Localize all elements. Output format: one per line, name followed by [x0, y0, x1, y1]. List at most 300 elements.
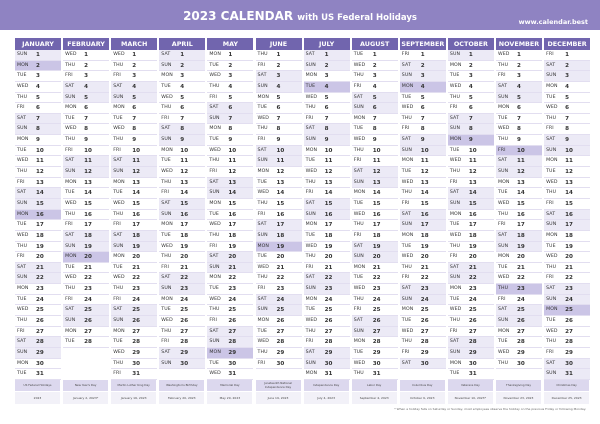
day-number: 24	[132, 296, 140, 303]
day-number: 20	[276, 254, 285, 261]
weekday-label: FRI	[401, 349, 410, 355]
weekday-label: WED	[546, 328, 558, 334]
day-number: 23	[372, 286, 381, 293]
day-number: 14	[84, 190, 92, 197]
day-number: 28	[517, 339, 525, 346]
day-cell	[111, 82, 157, 93]
weekday-label: THU	[305, 179, 316, 185]
weekday-label: SUN	[546, 296, 557, 302]
day-cell	[496, 359, 542, 370]
day-number: 4	[324, 83, 329, 90]
day-number: 9	[228, 137, 233, 144]
day-number: 4	[372, 83, 377, 90]
day-cell	[159, 167, 205, 178]
weekday-label: FRI	[401, 52, 410, 57]
day-number: 21	[276, 264, 285, 271]
day-number: 6	[565, 105, 569, 112]
day-number: 3	[132, 73, 137, 80]
weekday-label: SAT	[449, 115, 459, 121]
month-september	[400, 38, 446, 369]
day-number: 12	[180, 169, 189, 176]
weekday-label: THU	[305, 105, 316, 111]
day-cell	[544, 295, 590, 306]
day-number: 21	[84, 264, 92, 271]
weekday-label: MON	[401, 83, 414, 89]
day-number: 30	[565, 360, 573, 367]
day-cell	[256, 295, 302, 306]
day-number: 11	[372, 158, 381, 165]
day-cell	[352, 114, 398, 125]
weekday-label: WED	[17, 232, 29, 238]
day-number: 23	[84, 286, 92, 293]
day-number: 19	[565, 243, 573, 250]
holiday-name: Memorial Day	[207, 380, 252, 391]
day-cell	[448, 71, 494, 82]
weekday-label: TUE	[305, 307, 316, 313]
weekday-label: MON	[65, 254, 77, 260]
day-cell	[448, 327, 494, 338]
day-cell	[207, 114, 253, 125]
day-number: 18	[276, 232, 285, 239]
day-cell	[304, 348, 350, 359]
day-number: 1	[565, 52, 569, 58]
website-link[interactable]: www.calendar.best	[518, 18, 588, 26]
weekday-label: MON	[17, 286, 29, 292]
day-cell	[111, 124, 157, 135]
weekday-label: SAT	[257, 73, 267, 79]
day-number: 13	[468, 179, 477, 186]
weekday-label: THU	[113, 62, 124, 68]
weekday-label: SUN	[113, 243, 124, 249]
weekday-label: THU	[449, 169, 461, 175]
weekday-label: SAT	[305, 52, 315, 57]
day-cell	[111, 103, 157, 114]
day-number: 25	[468, 307, 477, 314]
day-cell	[15, 103, 61, 114]
day-cell	[496, 135, 542, 146]
weekday-label: MON	[209, 200, 221, 206]
day-cell	[448, 135, 494, 146]
weekday-label: TUE	[401, 243, 412, 249]
holiday-table	[15, 380, 586, 404]
weekday-label: MON	[498, 105, 510, 111]
day-cell	[544, 146, 590, 157]
weekday-label: WED	[449, 232, 462, 238]
weekday-label: TUE	[161, 307, 171, 313]
day-cell	[207, 61, 253, 72]
weekday-label: TUE	[353, 52, 364, 57]
day-number: 3	[228, 73, 233, 80]
holiday-name: Juneteenth National Independence Day	[256, 380, 301, 391]
holiday-name: Martin Luther King Day	[111, 380, 156, 391]
day-cell	[256, 103, 302, 114]
weekday-label: SAT	[353, 169, 363, 175]
weekday-label: SUN	[449, 275, 461, 281]
weekday-label: FRI	[498, 147, 506, 153]
holiday-name: Labor Day	[352, 380, 397, 391]
weekday-label: SAT	[65, 232, 75, 238]
weekday-label: THU	[546, 190, 557, 196]
day-number: 11	[517, 158, 525, 165]
day-cell	[111, 263, 157, 274]
weekday-label: SAT	[353, 243, 363, 249]
day-cell	[544, 252, 590, 263]
day-number: 13	[36, 179, 44, 186]
day-cell	[304, 71, 350, 82]
day-cell	[15, 252, 61, 263]
day-cell	[496, 242, 542, 253]
day-cell	[544, 124, 590, 135]
weekday-label: FRI	[353, 232, 362, 238]
day-cell	[304, 50, 350, 61]
day-cell	[256, 231, 302, 242]
day-cell	[111, 156, 157, 167]
day-number: 22	[276, 275, 285, 282]
day-cell	[15, 305, 61, 316]
weekday-label: THU	[209, 307, 220, 313]
weekday-label: SUN	[113, 169, 124, 175]
day-cell	[352, 61, 398, 72]
day-cell	[544, 61, 590, 72]
weekday-label: TUE	[161, 83, 171, 89]
day-number: 27	[276, 328, 285, 335]
day-cell	[63, 327, 109, 338]
day-cell	[352, 348, 398, 359]
weekday-label: FRI	[546, 275, 554, 281]
day-number: 6	[324, 105, 329, 112]
day-number: 21	[565, 264, 573, 271]
day-cell	[544, 348, 590, 359]
day-cell	[15, 337, 61, 348]
day-cell	[496, 327, 542, 338]
weekday-label: WED	[209, 147, 221, 153]
day-number: 4	[132, 83, 137, 90]
weekday-label: SUN	[161, 360, 172, 366]
day-cell	[159, 93, 205, 104]
weekday-label: THU	[353, 147, 364, 153]
day-cell	[400, 242, 446, 253]
weekday-label: SUN	[161, 286, 172, 292]
day-number: 15	[420, 200, 429, 207]
weekday-label: SAT	[65, 158, 75, 164]
weekday-label: FRI	[113, 147, 121, 153]
weekday-label: THU	[161, 328, 172, 334]
weekday-label: FRI	[546, 126, 554, 132]
day-cell	[496, 220, 542, 231]
day-cell	[400, 284, 446, 295]
weekday-label: MON	[17, 211, 29, 217]
day-number: 25	[228, 307, 237, 314]
day-cell	[544, 93, 590, 104]
weekday-label: WED	[498, 126, 510, 132]
day-number: 27	[468, 328, 477, 335]
day-cell	[63, 71, 109, 82]
day-number: 24	[84, 296, 92, 303]
day-cell	[207, 284, 253, 295]
day-number: 2	[180, 62, 185, 69]
day-cell	[207, 327, 253, 338]
holiday-item	[544, 380, 589, 404]
day-cell	[15, 263, 61, 274]
day-number: 18	[180, 232, 189, 239]
holiday-date: July 4, 2023	[304, 392, 349, 404]
day-number: 27	[84, 328, 92, 335]
day-number: 8	[324, 126, 329, 133]
day-cell	[111, 220, 157, 231]
weekday-label: SUN	[546, 73, 557, 79]
day-cell	[352, 210, 398, 221]
day-number: 22	[468, 275, 477, 282]
weekday-label: SAT	[449, 264, 459, 270]
day-number: 13	[84, 179, 92, 186]
day-cell	[159, 305, 205, 316]
month-header: MARCH	[111, 38, 157, 50]
weekday-label: TUE	[65, 264, 75, 270]
day-number: 13	[420, 179, 429, 186]
day-number: 24	[180, 296, 189, 303]
day-cell	[304, 146, 350, 157]
day-cell	[304, 231, 350, 242]
holiday-item	[304, 380, 349, 404]
month-header: APRIL	[159, 38, 205, 50]
weekday-label: FRI	[449, 254, 458, 260]
weekday-label: SAT	[113, 158, 123, 164]
weekday-label: SUN	[498, 169, 509, 175]
weekday-label: FRI	[113, 371, 121, 377]
day-number: 22	[565, 275, 573, 282]
weekday-label: TUE	[17, 222, 27, 228]
day-cell	[448, 369, 494, 380]
weekday-label: THU	[353, 371, 364, 377]
day-cell	[159, 273, 205, 284]
weekday-label: THU	[449, 243, 461, 249]
day-cell	[448, 146, 494, 157]
day-number: 11	[276, 158, 285, 165]
day-number: 14	[228, 190, 237, 197]
day-number: 4	[228, 83, 233, 90]
day-cell	[400, 263, 446, 274]
weekday-label: SUN	[353, 179, 364, 185]
weekday-label: THU	[257, 349, 268, 355]
day-cell	[352, 167, 398, 178]
weekday-label: SAT	[305, 275, 315, 281]
day-cell	[448, 263, 494, 274]
weekday-label: SUN	[449, 126, 461, 132]
day-number: 26	[372, 318, 381, 325]
weekday-label: FRI	[305, 190, 314, 196]
day-cell	[448, 124, 494, 135]
month-february	[63, 38, 109, 348]
day-cell	[496, 188, 542, 199]
day-number: 15	[276, 200, 285, 207]
day-number: 2	[276, 62, 281, 69]
day-cell	[352, 305, 398, 316]
day-number: 20	[132, 254, 140, 261]
day-cell	[207, 93, 253, 104]
weekday-label: FRI	[305, 115, 314, 121]
day-number: 24	[36, 296, 44, 303]
weekday-label: TUE	[209, 62, 219, 68]
weekday-label: TUE	[17, 73, 27, 79]
day-cell	[448, 220, 494, 231]
weekday-label: WED	[257, 339, 270, 345]
weekday-label: TUE	[546, 243, 556, 249]
day-cell	[544, 167, 590, 178]
day-number: 15	[468, 200, 477, 207]
day-cell	[304, 220, 350, 231]
day-cell	[496, 348, 542, 359]
weekday-label: WED	[353, 62, 366, 68]
weekday-label: MON	[546, 307, 558, 313]
weekday-label: TUE	[305, 232, 316, 238]
day-cell	[448, 93, 494, 104]
day-cell	[15, 146, 61, 157]
weekday-label: SAT	[17, 115, 27, 121]
day-number: 21	[228, 264, 237, 271]
day-cell	[159, 114, 205, 125]
holiday-item	[111, 380, 156, 404]
weekday-label: TUE	[209, 211, 219, 217]
weekday-label: SUN	[305, 137, 316, 143]
weekday-label: FRI	[353, 158, 362, 164]
weekday-label: MON	[305, 222, 318, 228]
weekday-label: WED	[401, 254, 414, 260]
day-number: 14	[324, 190, 333, 197]
day-number: 23	[36, 286, 44, 293]
day-number: 1	[180, 52, 185, 58]
day-cell	[159, 284, 205, 295]
day-cell	[159, 210, 205, 221]
day-cell	[63, 284, 109, 295]
day-number: 13	[565, 179, 573, 186]
day-number: 18	[228, 232, 237, 239]
day-number: 11	[180, 158, 189, 165]
weekday-label: TUE	[353, 200, 364, 206]
weekday-label: SAT	[546, 286, 556, 292]
weekday-label: SAT	[546, 62, 556, 68]
weekday-label: MON	[449, 211, 462, 217]
day-number: 13	[324, 179, 333, 186]
day-number: 21	[180, 264, 189, 271]
day-cell	[304, 295, 350, 306]
month-june	[256, 38, 302, 369]
day-cell	[159, 359, 205, 370]
day-number: 29	[132, 349, 140, 356]
day-number: 23	[180, 286, 189, 293]
day-number: 23	[517, 286, 525, 293]
day-number: 14	[276, 190, 285, 197]
day-cell	[400, 188, 446, 199]
day-number: 26	[468, 318, 477, 325]
day-cell	[496, 146, 542, 157]
day-cell	[448, 61, 494, 72]
holiday-name: Columbus Day	[400, 380, 445, 391]
day-number: 18	[132, 232, 140, 239]
day-number: 17	[324, 222, 333, 229]
weekday-label: TUE	[209, 137, 219, 143]
day-cell	[111, 178, 157, 189]
holiday-item	[207, 380, 252, 404]
day-cell	[159, 231, 205, 242]
day-cell	[544, 103, 590, 114]
month-october	[448, 38, 494, 380]
day-cell	[304, 263, 350, 274]
day-cell	[63, 167, 109, 178]
day-cell	[63, 242, 109, 253]
day-cell	[448, 273, 494, 284]
day-cell	[304, 284, 350, 295]
day-cell	[207, 71, 253, 82]
weekday-label: FRI	[17, 179, 25, 185]
weekday-label: SAT	[305, 126, 315, 132]
weekday-label: WED	[305, 169, 318, 175]
day-cell	[544, 242, 590, 253]
day-number: 8	[84, 126, 88, 133]
weekday-label: SUN	[65, 243, 76, 249]
day-cell	[15, 210, 61, 221]
day-cell	[544, 50, 590, 61]
day-cell	[207, 124, 253, 135]
weekday-label: MON	[305, 296, 318, 302]
weekday-label: SUN	[113, 94, 124, 100]
weekday-label: TUE	[113, 339, 123, 345]
weekday-label: SUN	[161, 62, 172, 68]
day-cell	[111, 199, 157, 210]
weekday-label: SAT	[161, 52, 171, 57]
day-number: 8	[372, 126, 377, 133]
day-number: 19	[276, 243, 285, 250]
month-header: NOVEMBER	[496, 38, 542, 50]
day-number: 13	[276, 179, 285, 186]
day-cell	[352, 252, 398, 263]
day-number: 2	[36, 62, 40, 69]
day-cell	[256, 337, 302, 348]
weekday-label: SAT	[257, 222, 267, 228]
weekday-label: SUN	[353, 328, 364, 334]
weekday-label: FRI	[546, 349, 554, 355]
month-header: AUGUST	[352, 38, 398, 50]
weekday-label: FRI	[498, 73, 506, 79]
day-cell	[63, 124, 109, 135]
day-cell	[400, 295, 446, 306]
day-cell	[256, 316, 302, 327]
day-number: 30	[420, 360, 429, 367]
day-cell	[352, 316, 398, 327]
day-number: 28	[324, 339, 333, 346]
day-cell	[63, 295, 109, 306]
day-number: 24	[324, 296, 333, 303]
day-number: 10	[468, 147, 477, 154]
day-number: 23	[468, 286, 477, 293]
weekday-label: SAT	[353, 318, 363, 324]
day-cell	[256, 199, 302, 210]
day-cell	[256, 348, 302, 359]
day-cell	[400, 50, 446, 61]
weekday-label: WED	[65, 52, 77, 57]
weekday-label: SAT	[305, 200, 315, 206]
day-cell	[448, 242, 494, 253]
day-cell	[63, 114, 109, 125]
weekday-label: FRI	[161, 115, 169, 121]
day-number: 26	[228, 318, 237, 325]
weekday-label: TUE	[449, 73, 460, 79]
weekday-label: THU	[401, 264, 412, 270]
day-number: 16	[372, 211, 381, 218]
weekday-label: WED	[209, 296, 221, 302]
weekday-label: TUE	[305, 158, 316, 164]
weekday-label: MON	[546, 83, 558, 89]
day-number: 29	[372, 349, 381, 356]
